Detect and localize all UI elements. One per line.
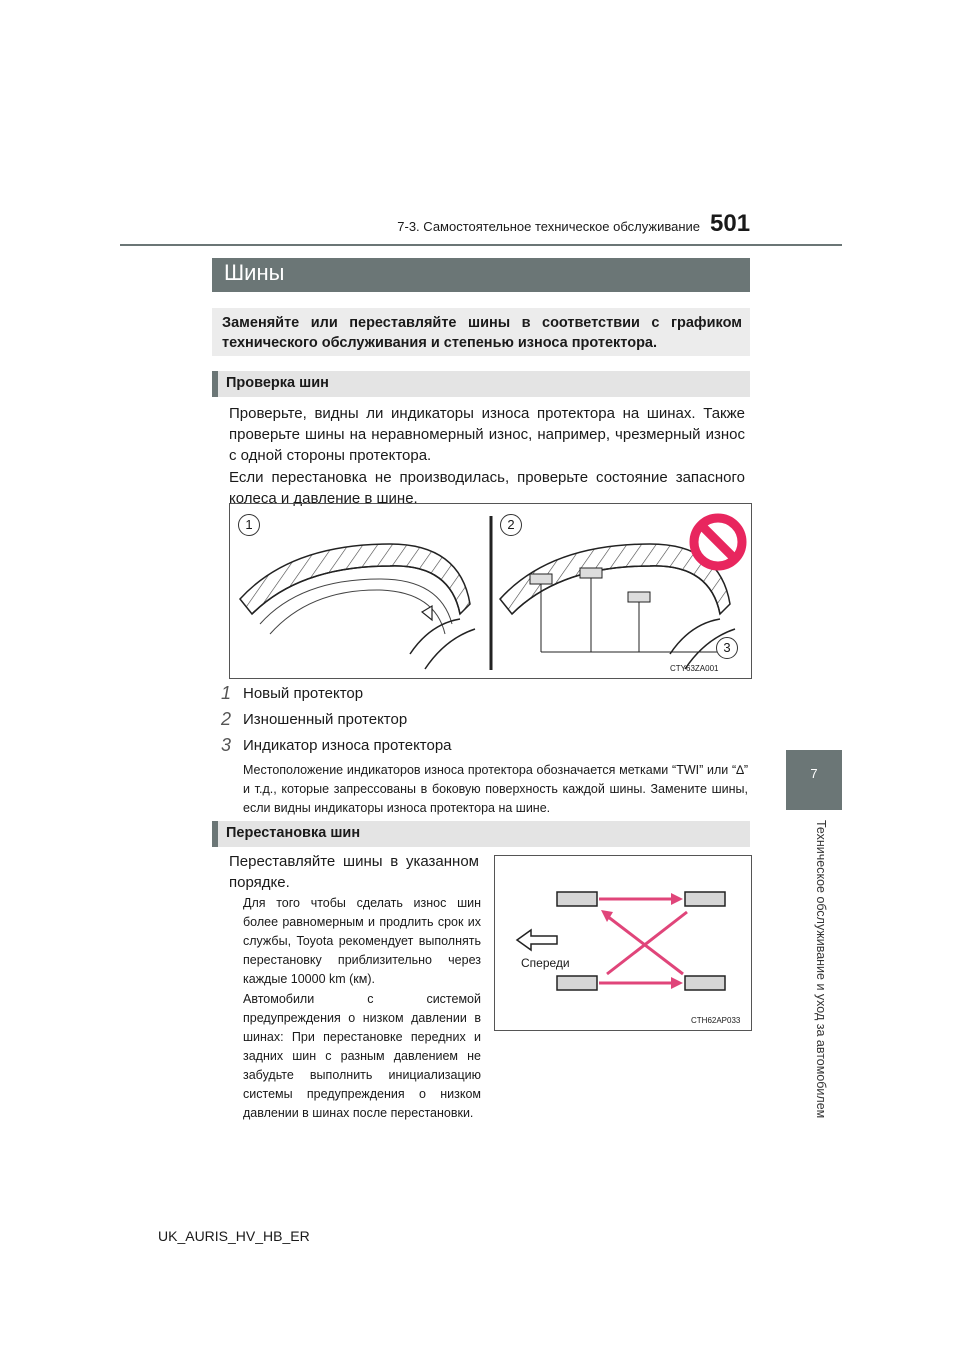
tire-wear-figure [229,503,752,679]
rotation-diagram [495,856,751,1030]
check-paragraph-2: Если перестановка не производилась, проверьте состояние запасного колеса и давление в шине. [229,469,745,507]
check-heading [212,371,750,397]
tire-illustration [230,504,751,678]
legend-num-2: 2 [221,709,232,729]
legend-text-2: Изношенный протектор [243,711,408,728]
front-left-tire [557,892,597,906]
footer-code: UK_AURIS_HV_HB_ER [158,1228,310,1244]
intro-text: Заменяйте или переставляйте шины в соответствии с графиком технического обслуживания и степенью износа протектора. [222,315,742,351]
rotation-paragraph-1: Переставляйте шины в указанном порядке. [229,853,479,891]
legend-text-3: Индикатор износа протектора [243,737,452,754]
front-arrow-icon [517,930,557,950]
front-right-tire [685,892,725,906]
page-title: Шины [224,260,285,285]
rotation-heading-text: Перестановка шин [226,825,361,841]
check-paragraph-1: Проверьте, видны ли индикаторы износа протектора на шинах. Также проверьте шины на неравномерный износ, например, чрезмерный износ с одной стороны протектора. [229,405,745,464]
rear-left-tire [557,976,597,990]
legend-num-3: 3 [221,735,232,755]
page-number: 501 [710,210,751,237]
rotation-heading [212,821,750,847]
rear-right-tire [685,976,725,990]
callout-3: 3 [716,637,738,659]
callout-2: 2 [500,514,522,536]
callout-1: 1 [238,514,260,536]
front-label: Спереди [521,956,570,970]
header-section-title: 7-3. Самостоятельное техническое обслуживание [397,219,700,234]
chapter-title-vertical: Техническое обслуживание и уход за автомобилем [814,820,828,1119]
chapter-number: 7 [810,766,818,781]
rotation-paragraph-3: Автомобили с системой предупреждения о низком давлении в шинах: При перестановке передних и задних шин с разным давлением не забудьте выполнить инициализацию системы предупреждения о низком давлении в шинах после перестановки. [243,992,481,1120]
wear-indicator-note: Местоположение индикаторов износа протектора обозначается метками “TWI” или “∆” и т.д., которые запрессованы в боковую поверхность каждой шины. Замените шины, если видны индикаторы износа протектора на шине. [243,763,748,815]
legend-num-1: 1 [221,683,232,703]
rotation-figure-code: CTH62AP033 [691,1016,741,1025]
header-rule [120,244,842,246]
figure-code: CTY63ZA001 [670,664,719,673]
title-bar [212,258,750,292]
rotation-paragraph-2: Для того чтобы сделать износ шин более равномерным и продлить срок их службы, Toyota рекомендует выполнять перестановку приблизительно через каждые 10000 km (км). [243,896,481,986]
legend-text-1: Новый протектор [243,685,364,702]
rotation-figure [494,855,752,1031]
check-heading-text: Проверка шин [226,375,329,391]
